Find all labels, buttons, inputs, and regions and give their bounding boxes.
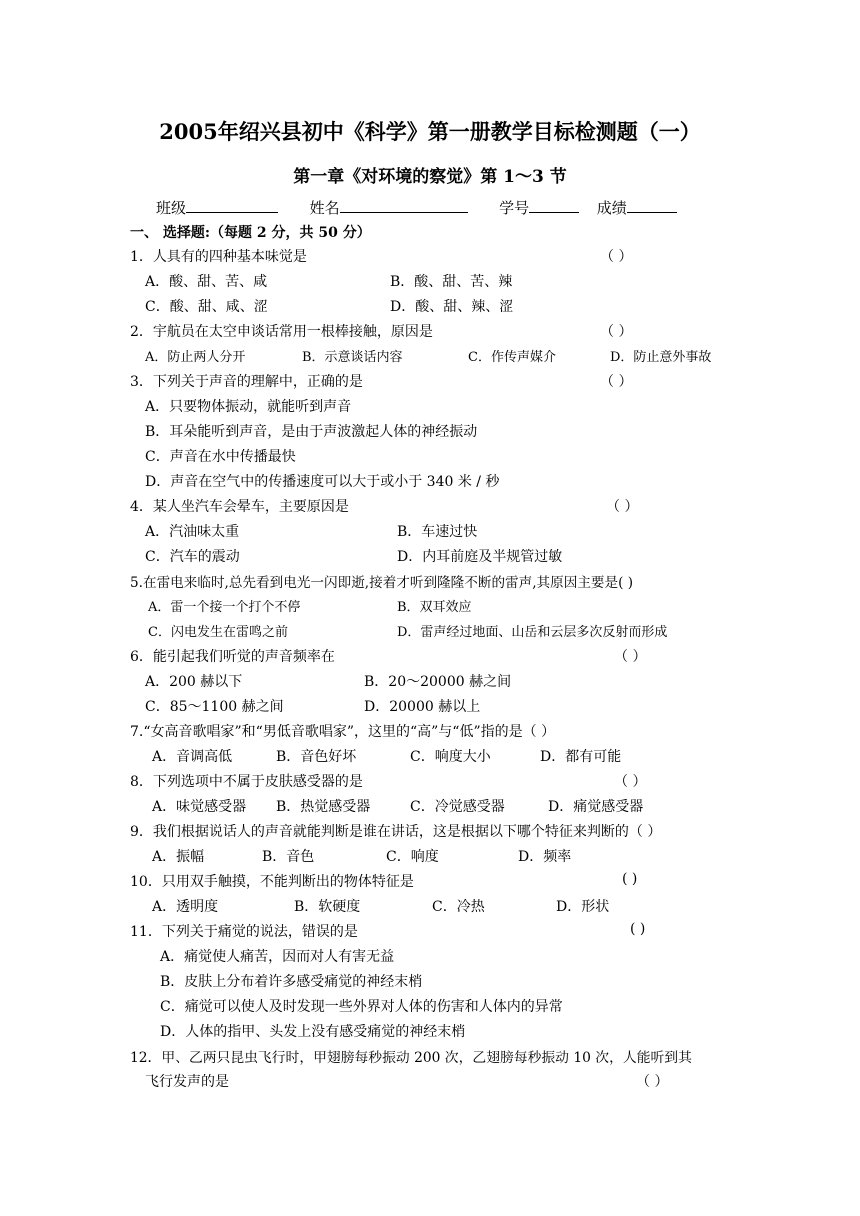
q7-option-c: C．响度大小 [410, 749, 491, 765]
q10-option-d: D．形状 [556, 899, 610, 915]
q7-option-d: D．都有可能 [540, 749, 622, 765]
number-label: 学号 [499, 199, 530, 217]
q6-stem: 6．能引起我们听觉的声音频率在 [130, 649, 335, 665]
class-blank[interactable] [186, 198, 278, 213]
q3-option-a: A．只要物体振动，就能听到声音 [145, 399, 352, 415]
page-title: 2005年绍兴县初中《科学》第一册教学目标检测题（一） [159, 119, 701, 144]
q7-stem: 7.“女高音歌唱家”和“男低音歌唱家”，这里的“高”与“低”指的是（ ） [130, 724, 556, 740]
score-label: 成绩 [596, 199, 627, 217]
q8-stem: 8．下列选项中不属于皮肤感受器的是 [130, 774, 363, 790]
score-blank[interactable] [627, 198, 677, 213]
q8-answer-paren[interactable]: （ ） [614, 774, 647, 790]
section-note: （每题 2 分，共 50 分） [210, 225, 371, 241]
q4-stem: 4．某人坐汽车会晕车，主要原因是 [130, 499, 349, 515]
q4-answer-paren[interactable]: （ ） [606, 499, 639, 515]
q2-stem: 2．宇航员在太空申谈话常用一根棒接触，原因是 [130, 324, 433, 340]
q8-option-b: B．热觉感受器 [276, 799, 371, 815]
q8-option-c: C．冷觉感受器 [410, 799, 505, 815]
q1-option-c: C．酸、甜、咸、涩 [145, 299, 268, 315]
q9-stem: 9．我们根据说话人的声音就能判断是谁在讲话，这是根据以下哪个特征来判断的（ ） [130, 824, 662, 840]
info-line [156, 197, 677, 218]
q11-stem: 11．下列关于痛觉的说法，错误的是 [130, 924, 358, 940]
q5-option-a: A．雷一个接一个打个不停 [148, 600, 301, 615]
name-label: 姓名 [309, 199, 340, 217]
q4-option-d: D．内耳前庭及半规管过敏 [397, 549, 563, 565]
q9-option-a: A．振幅 [152, 849, 205, 865]
q7-option-a: A．音调高低 [152, 749, 233, 765]
name-blank[interactable] [340, 198, 468, 213]
q11-answer-paren[interactable]: ( ) [630, 921, 646, 937]
q1-answer-paren[interactable]: （ ） [600, 249, 633, 265]
section-heading [130, 222, 371, 242]
q2-answer-paren[interactable]: （ ） [600, 324, 633, 340]
q5-option-d: D．雷声经过地面、山岳和云层多次反射而形成 [397, 625, 668, 640]
q4-option-c: C．汽车的震动 [145, 549, 240, 565]
q1-stem: 1．人具有的四种基本味觉是 [130, 249, 307, 265]
q10-option-c: C．冷热 [432, 899, 485, 915]
number-blank[interactable] [529, 198, 579, 213]
q3-option-b: B．耳朵能听到声音，是由于声波激起人体的神经振动 [145, 424, 478, 440]
q4-option-b: B．车速过快 [397, 524, 478, 540]
q1-option-d: D．酸、甜、辣、涩 [390, 299, 514, 315]
q9-option-d: D．频率 [518, 849, 572, 865]
q2-option-c: C．作传声媒介 [468, 350, 556, 365]
q10-answer-paren[interactable]: ( ) [622, 871, 638, 887]
q6-option-d: D．20000 赫以上 [364, 699, 481, 715]
section-title: 一、 选择题: [130, 225, 211, 241]
q6-answer-paren[interactable]: （ ） [614, 649, 647, 665]
q12-stem-line2: 飞行发声的是 [145, 1074, 229, 1090]
q10-option-b: B．软硬度 [294, 899, 361, 915]
q11-option-a: A．痛觉使人痛苦，因而对人有害无益 [160, 949, 395, 965]
q6-option-b: B．20～20000 赫之间 [364, 674, 512, 690]
q3-option-d: D．声音在空气中的传播速度可以大于或小于 340 米 / 秒 [145, 474, 500, 490]
q3-stem: 3．下列关于声音的理解中，正确的是 [130, 374, 363, 390]
q10-option-a: A．透明度 [152, 899, 219, 915]
q2-option-d: D．防止意外事故 [610, 350, 712, 365]
class-label: 班级 [156, 199, 187, 217]
chapter-subtitle: 第一章《对环境的察觉》第 1～3 节 [293, 167, 567, 187]
q2-option-b: B．示意谈话内容 [302, 350, 403, 365]
q3-answer-paren[interactable]: （ ） [600, 374, 633, 390]
q1-option-a: A．酸、甜、苦、咸 [145, 274, 268, 290]
q10-stem: 10．只用双手触摸，不能判断出的物体特征是 [130, 874, 414, 890]
q11-option-c: C．痛觉可以使人及时发现一些外界对人体的伤害和人体内的异常 [160, 999, 563, 1015]
q12-stem: 12．甲、乙两只昆虫飞行时，甲翅膀每秒振动 200 次，乙翅膀每秒振动 10 次，人能听到其 [130, 1050, 692, 1066]
q8-option-d: D．痛觉感受器 [548, 799, 644, 815]
q2-option-a: A．防止两人分开 [145, 350, 246, 365]
q3-option-c: C．声音在水中传播最快 [145, 449, 296, 465]
q8-option-a: A．味觉感受器 [152, 799, 247, 815]
q5-option-b: B．双耳效应 [397, 600, 472, 615]
q9-option-c: C．响度 [386, 849, 439, 865]
q5-stem: 5.在雷电来临时,总先看到电光一闪即逝,接着才听到隆隆不断的雷声,其原因主要是( ) [130, 575, 634, 591]
q5-option-c: C．闪电发生在雷鸣之前 [148, 625, 288, 640]
q7-option-b: B．音色好坏 [276, 749, 357, 765]
q6-option-a: A．200 赫以下 [145, 674, 243, 690]
q1-option-b: B．酸、甜、苦、辣 [390, 274, 513, 290]
q12-answer-paren[interactable]: （ ） [636, 1074, 669, 1090]
q9-option-b: B．音色 [262, 849, 315, 865]
q11-option-d: D．人体的指甲、头发上没有感受痛觉的神经末梢 [160, 1024, 466, 1040]
q4-option-a: A．汽油味太重 [145, 524, 240, 540]
q11-option-b: B．皮肤上分布着许多感受痛觉的神经末梢 [160, 974, 423, 990]
q6-option-c: C．85～1100 赫之间 [145, 699, 284, 715]
